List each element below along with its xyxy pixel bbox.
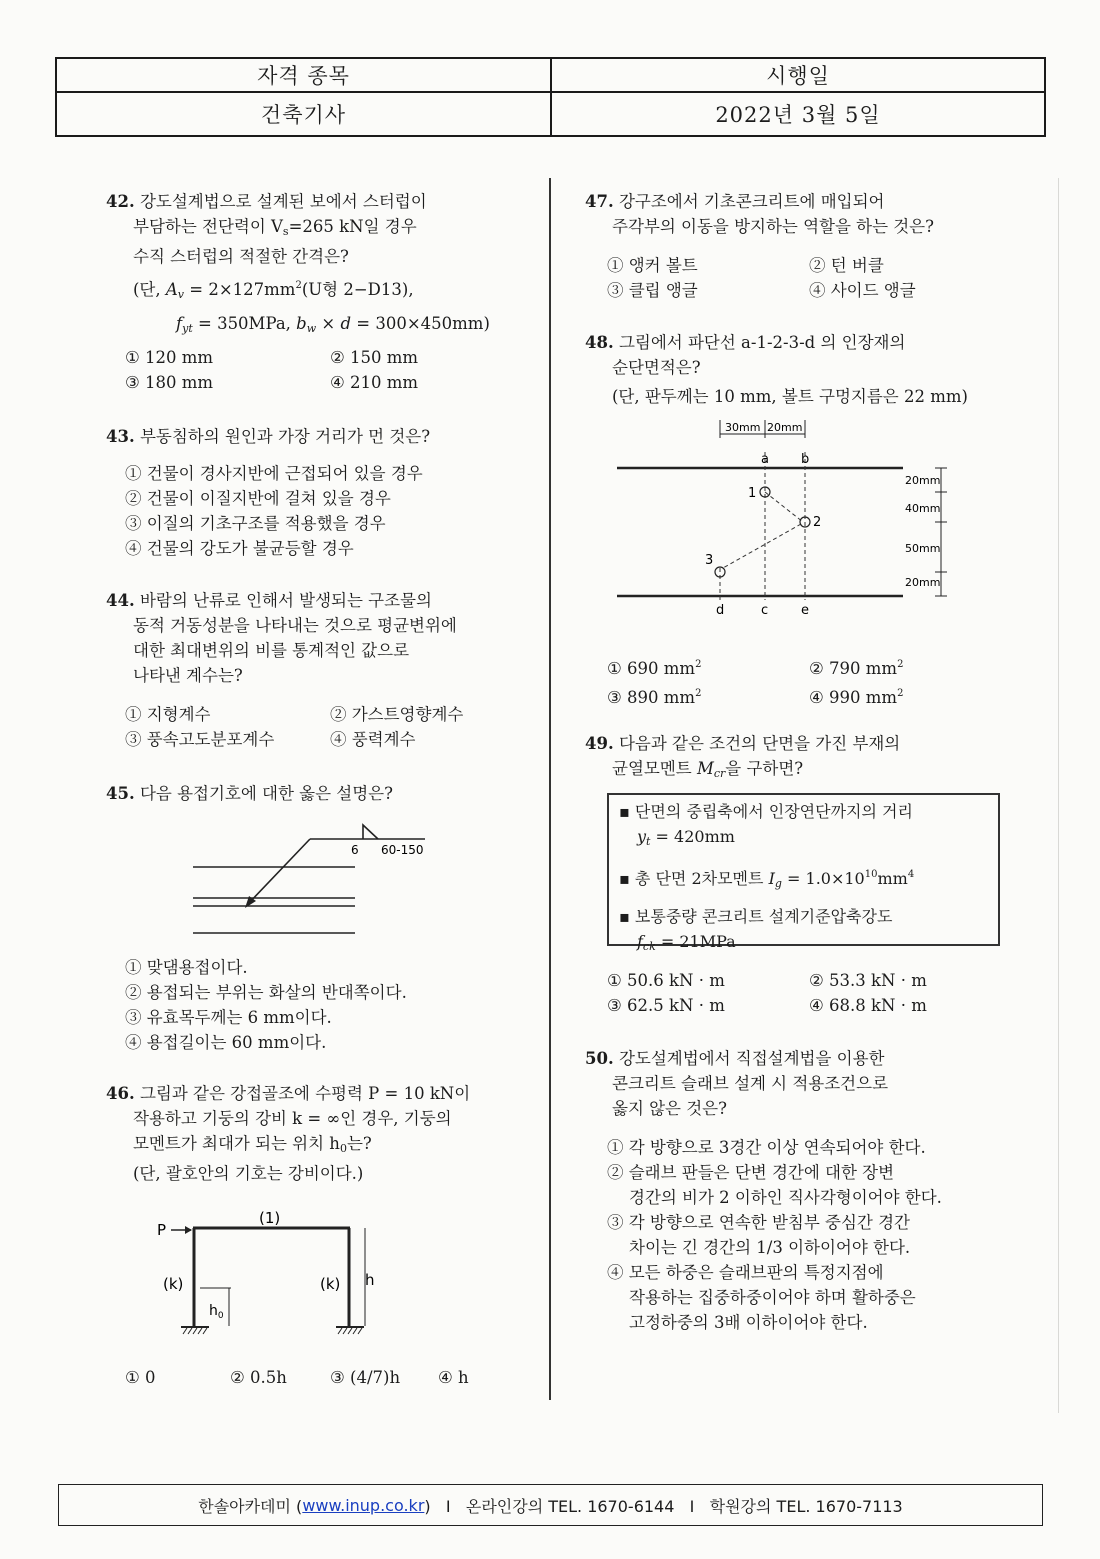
variable: f <box>176 314 183 333</box>
option-2[interactable]: ② 건물이 이질지반에 걸쳐 있을 경우 <box>125 489 391 508</box>
option-2[interactable]: ② 턴 버클 <box>809 256 884 275</box>
weld-size-label: 6 <box>351 843 359 857</box>
beam-stiffness-label: (1) <box>259 1209 281 1227</box>
condition-text: = 420mm <box>650 827 735 846</box>
condition-text: = 2×127mm <box>184 280 296 299</box>
option-4[interactable]: ④ 모든 하중은 슬래브판의 특정지점에 <box>607 1263 884 1282</box>
header-exam-type-value: 건축기사 <box>57 93 552 135</box>
point-c-label: c <box>761 603 769 618</box>
option-3[interactable]: ③ 180 mm <box>125 373 214 392</box>
superscript: 2 <box>695 659 702 670</box>
option-3[interactable]: ③ 풍속고도분포계수 <box>125 730 275 749</box>
option-3[interactable]: ③ 클립 앵글 <box>607 281 698 300</box>
condition-text: ▪ 총 단면 2차모멘트 <box>619 869 769 888</box>
weld-arrow-line <box>247 839 310 905</box>
question-50-options <box>607 1135 942 1335</box>
option-1-text[interactable]: ① 690 mm <box>607 659 696 678</box>
option-1[interactable]: ① 건물이 경사지반에 근접되어 있을 경우 <box>125 464 423 483</box>
variable: y <box>637 827 647 846</box>
question-49 <box>585 731 900 786</box>
question-44 <box>106 588 457 688</box>
question-text: =265 kN일 경우 <box>288 217 417 236</box>
height-label: h <box>365 1271 375 1289</box>
question-number: 44. <box>106 591 135 610</box>
superscript: 10 <box>864 869 878 880</box>
option-4-continued[interactable]: 고정하중의 3배 이하이어야 한다. <box>629 1313 868 1332</box>
variable: d <box>340 314 352 333</box>
question-text: 수직 스터럽의 적절한 간격은? <box>133 247 349 266</box>
option-1[interactable]: ① 맞댐용접이다. <box>125 958 248 977</box>
option-4[interactable]: ④ 210 mm <box>330 373 419 392</box>
subscript: g <box>774 877 782 890</box>
hole-2-label: 2 <box>813 515 822 530</box>
condition-text: = 1.0×10 <box>781 869 865 888</box>
condition-item-3-value <box>619 929 988 959</box>
question-number: 49. <box>585 734 614 753</box>
hole-1-label: 1 <box>748 486 757 501</box>
option-4[interactable]: ④ h <box>438 1368 469 1387</box>
question-text: 바람의 난류로 인해서 발생되는 구조물의 <box>139 591 432 610</box>
option-4-text[interactable]: ④ 990 mm <box>809 688 898 707</box>
question-text: 강구조에서 기초콘크리트에 매입되어 <box>618 192 885 211</box>
option-3-continued[interactable]: 차이는 긴 경간의 1/3 이하이어야 한다. <box>629 1238 911 1257</box>
footer-contact-bar <box>58 1484 1043 1526</box>
question-text: 다음과 같은 조건의 단면을 가진 부재의 <box>618 734 901 753</box>
question-46-options <box>125 1365 469 1390</box>
right-column-stiffness: (k) <box>320 1275 341 1293</box>
option-2[interactable]: ② 53.3 kN · m <box>809 971 927 990</box>
question-45-options <box>125 955 407 1055</box>
pitch-dimension-1: 30mm <box>725 421 761 434</box>
question-45 <box>106 781 393 806</box>
rigid-frame-figure <box>155 1203 395 1338</box>
option-1[interactable]: ① 지형계수 <box>125 705 211 724</box>
hole-3-label: 3 <box>705 553 714 568</box>
superscript: 2 <box>897 659 904 670</box>
question-number: 45. <box>106 784 135 803</box>
question-text: 강도설계법에서 직접설계법을 이용한 <box>618 1049 885 1068</box>
option-1[interactable]: ① 50.6 kN · m <box>607 971 725 990</box>
subscript: v <box>177 288 185 301</box>
question-48-options <box>607 652 903 710</box>
condition-item-2 <box>619 862 988 896</box>
subscript: t <box>646 835 651 848</box>
option-3[interactable]: ③ 유효목두께는 6 mm이다. <box>125 1008 332 1027</box>
question-43-options <box>125 461 423 561</box>
option-2[interactable]: ② 용접되는 부위는 화살의 반대쪽이다. <box>125 983 407 1002</box>
superscript: 2 <box>295 280 302 291</box>
option-3[interactable]: ③ 각 방향으로 연속한 받침부 중심간 경간 <box>607 1213 910 1232</box>
question-text: 는? <box>346 1134 372 1153</box>
fillet-weld-symbol <box>363 825 378 839</box>
subscript: ck <box>642 940 656 953</box>
condition-text: = 21MPa <box>655 932 736 951</box>
header-exam-date-label: 시행일 <box>766 64 830 88</box>
question-46 <box>106 1081 470 1186</box>
condition-text: mm <box>877 869 908 888</box>
question-text: 콘크리트 슬래브 설계 시 적용조건으로 <box>612 1074 889 1093</box>
h0-label <box>209 1303 224 1321</box>
option-2 <box>809 652 903 681</box>
option-1[interactable]: ① 0 <box>125 1368 156 1387</box>
footer-contact-text: ) I 온라인강의 TEL. 1670-6144 I 학원강의 TEL. 1670-7113 <box>424 1496 903 1516</box>
question-44-options <box>125 702 463 752</box>
subscript: 0 <box>339 1142 347 1155</box>
load-label: P <box>157 1221 167 1239</box>
variable: M <box>696 759 714 778</box>
question-43 <box>106 424 430 449</box>
condition-text: (단, 괄호안의 기호는 강비이다.) <box>133 1164 364 1183</box>
question-text: 다음 용접기호에 대한 옳은 설명은? <box>139 784 393 803</box>
question-text: 부담하는 전단력이 V <box>133 217 283 236</box>
question-42-options <box>125 345 418 395</box>
footer-website-link[interactable]: www.inup.co.kr <box>302 1495 425 1515</box>
question-text: 그림과 같은 강접골조에 수평력 P = 10 kN이 <box>139 1084 471 1103</box>
option-2-continued[interactable]: 경간의 비가 2 이하인 직사각형이어야 한다. <box>629 1188 942 1207</box>
bolt-hole-figure <box>615 418 955 618</box>
weld-symbol-figure <box>185 825 435 940</box>
condition-text: ▪ 단면의 중립축에서 인장연단까지의 거리 <box>619 802 913 821</box>
support-hatching <box>183 1328 362 1334</box>
column-divider <box>549 178 551 1400</box>
point-e-label: e <box>801 603 809 618</box>
condition-box <box>607 793 1000 953</box>
question-number: 42. <box>106 192 135 211</box>
pitch-dimension-2: 20mm <box>767 421 803 434</box>
header-exam-type-label: 자격 종목 <box>57 59 552 91</box>
h0-label-main: h <box>209 1303 218 1319</box>
question-text: 나타낸 계수는? <box>133 666 243 685</box>
option-4[interactable]: ④ 용접길이는 60 mm이다. <box>125 1033 327 1052</box>
question-48 <box>585 330 968 409</box>
question-text: 그림에서 파단선 a-1-2-3-d 의 인장재의 <box>618 333 906 352</box>
question-42 <box>106 189 490 341</box>
question-text: 모멘트가 최대가 되는 위치 h <box>133 1134 340 1153</box>
header-exam-date-value: 2022년 3월 5일 <box>715 103 881 127</box>
gauge-dimension-3: 50mm <box>905 542 941 555</box>
condition-item-1-value <box>619 824 988 854</box>
superscript: 2 <box>897 688 904 699</box>
condition-text: = 300×450mm) <box>351 314 490 333</box>
question-number: 46. <box>106 1084 135 1103</box>
h0-label-subscript: 0 <box>217 1311 224 1321</box>
option-4-continued[interactable]: 작용하는 집중하중이어야 하며 활하중은 <box>629 1288 916 1307</box>
point-b-label: b <box>801 452 810 467</box>
superscript: 2 <box>695 688 702 699</box>
option-2[interactable]: ② 0.5h <box>230 1368 287 1387</box>
option-3[interactable]: ③ 62.5 kN · m <box>607 996 725 1015</box>
condition-text: × <box>316 314 341 333</box>
question-text: 동적 거동성분을 나타내는 것으로 평균변위에 <box>133 616 457 635</box>
question-number: 47. <box>585 192 614 211</box>
option-2[interactable]: ② 150 mm <box>330 348 419 367</box>
question-number: 50. <box>585 1049 614 1068</box>
option-3[interactable]: ③ (4/7)h <box>330 1368 401 1387</box>
gauge-dimension-1: 20mm <box>905 474 941 487</box>
option-1[interactable]: ① 앵커 볼트 <box>607 256 698 275</box>
question-47-options <box>607 253 916 303</box>
option-4[interactable]: ④ 건물의 강도가 불균등할 경우 <box>125 539 354 558</box>
subscript: yt <box>182 322 193 335</box>
question-49-options <box>607 968 927 1018</box>
point-d-label: d <box>716 603 725 618</box>
subscript: w <box>306 322 317 335</box>
option-4[interactable]: ④ 68.8 kN · m <box>809 996 927 1015</box>
subscript: s <box>282 225 289 238</box>
option-2[interactable]: ② 슬래브 판들은 단변 경간에 대한 장변 <box>607 1163 895 1182</box>
question-text: 강도설계법으로 설계된 보에서 스터럽이 <box>139 192 427 211</box>
question-text: 균열모멘트 <box>612 759 697 778</box>
option-4[interactable]: ④ 풍력계수 <box>330 730 416 749</box>
question-47 <box>585 189 934 239</box>
fracture-lines <box>720 452 805 600</box>
variable: b <box>296 314 307 333</box>
option-2[interactable]: ② 가스트영향계수 <box>330 705 464 724</box>
condition-item-3 <box>619 904 988 929</box>
option-3[interactable]: ③ 이질의 기초구조를 적용했을 경우 <box>125 514 386 533</box>
gauge-dimension-2: 40mm <box>905 502 941 515</box>
superscript: 4 <box>907 869 915 880</box>
question-text: 순단면적은? <box>612 358 701 377</box>
question-number: 48. <box>585 333 614 352</box>
option-1[interactable]: ① 120 mm <box>125 348 214 367</box>
condition-text: ▪ 보통중량 콘크리트 설계기준압축강도 <box>619 907 893 926</box>
load-arrow-head <box>185 1226 192 1234</box>
option-1[interactable]: ① 각 방향으로 3경간 이상 연속되어야 한다. <box>607 1138 926 1157</box>
condition-text: (단, 판두께는 10 mm, 볼트 구멍지름은 22 mm) <box>612 387 968 406</box>
condition-text: (단, <box>133 280 166 299</box>
option-3-text[interactable]: ③ 890 mm <box>607 688 696 707</box>
condition-text: = 350MPa, <box>192 314 297 333</box>
question-text: 대한 최대변위의 비를 통계적인 값으로 <box>133 641 410 660</box>
gauge-dimension-4: 20mm <box>905 576 941 589</box>
question-text: 옳지 않은 것은? <box>612 1099 727 1118</box>
variable: A <box>165 280 178 299</box>
page-edge-line <box>1058 178 1059 1413</box>
question-text: 작용하고 기둥의 강비 k = ∞인 경우, 기둥의 <box>133 1109 452 1128</box>
question-50 <box>585 1046 888 1121</box>
weld-length-label: 60-150 <box>381 843 424 857</box>
option-2-text[interactable]: ② 790 mm <box>809 659 898 678</box>
condition-item-1 <box>619 799 988 824</box>
option-1 <box>607 652 809 681</box>
option-4 <box>809 681 903 710</box>
exam-header-table <box>55 57 1046 137</box>
subscript: cr <box>713 767 726 780</box>
variable: f <box>637 932 643 951</box>
question-number: 43. <box>106 427 135 446</box>
question-text: 부동침하의 원인과 가장 거리가 먼 것은? <box>139 427 431 446</box>
left-column-stiffness: (k) <box>163 1275 184 1293</box>
point-a-label: a <box>761 452 769 467</box>
footer-academy-name: 한솔아카데미 ( <box>198 1496 303 1516</box>
condition-text: (U형 2−D13), <box>301 280 414 299</box>
option-3 <box>607 681 809 710</box>
variable: I <box>768 869 775 888</box>
question-text: 을 구하면? <box>725 759 804 778</box>
question-text: 주각부의 이동을 방지하는 역할을 하는 것은? <box>612 217 934 236</box>
option-4[interactable]: ④ 사이드 앵글 <box>809 281 916 300</box>
